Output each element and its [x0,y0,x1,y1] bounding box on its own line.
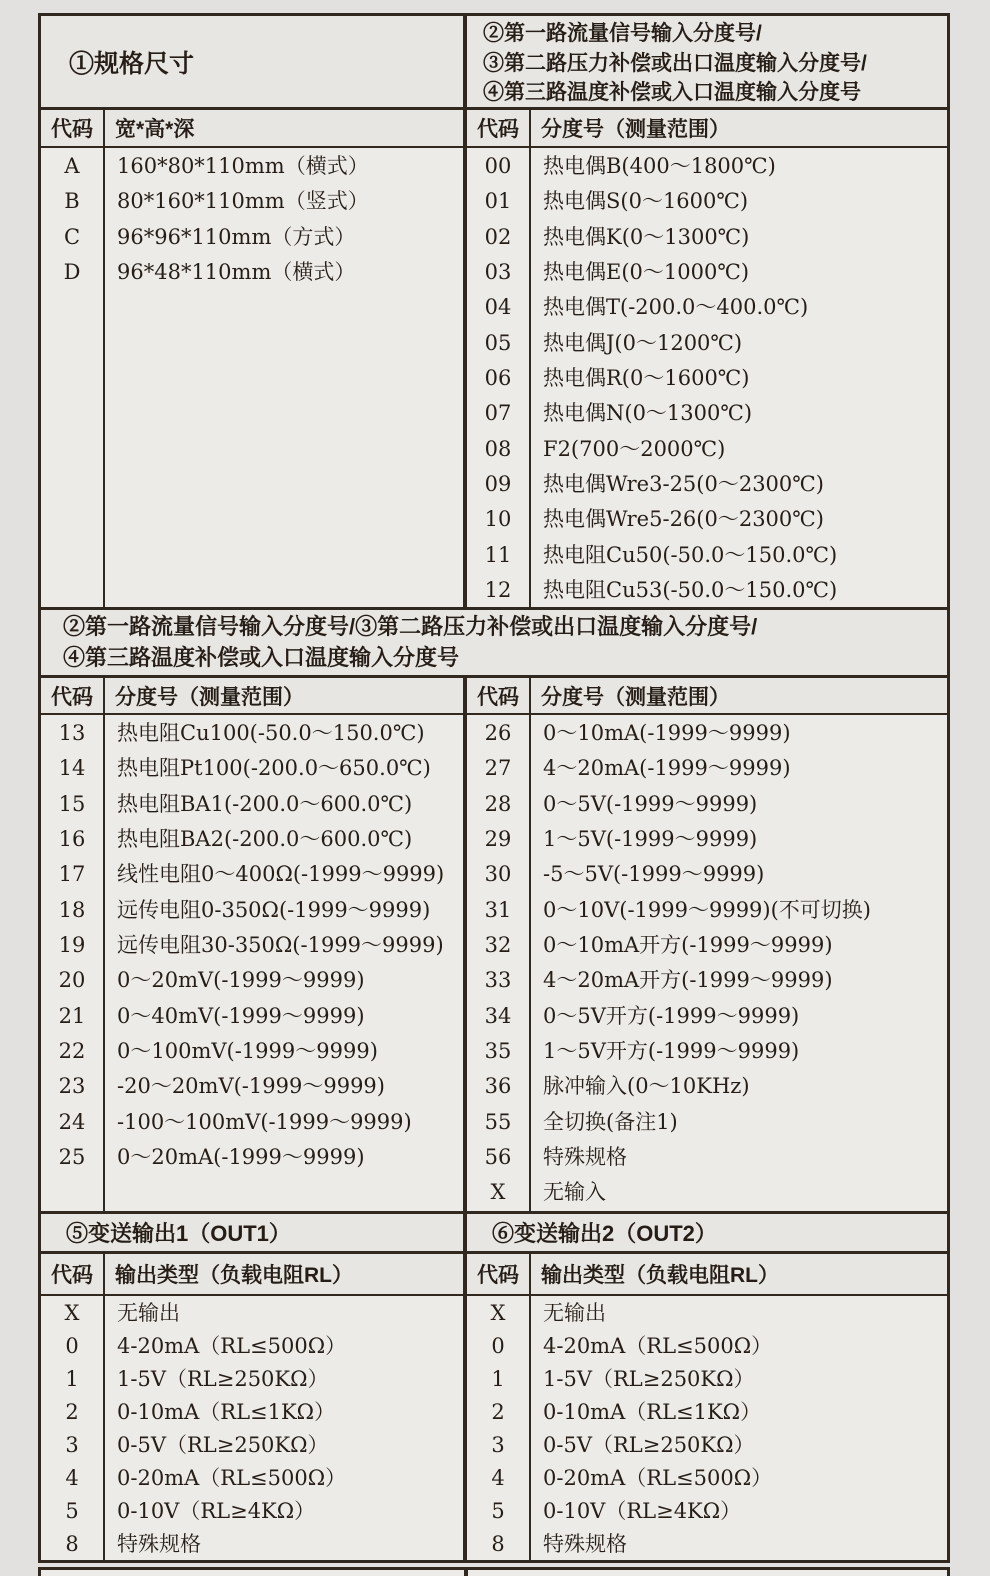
input-code: 19 [58,933,86,958]
input-code: 12 [484,578,512,603]
input-desc: 1～5V(-1999～9999) [543,827,758,852]
input-desc: 0～100mV(-1999～9999) [117,1039,378,1064]
input-code: 20 [58,968,86,993]
input-desc: 0～10mA(-1999～9999) [543,721,791,745]
input-desc: F2(700～2000℃) [543,436,726,461]
input-desc: 0～5V(-1999～9999) [543,791,758,816]
column-header-row-2 [41,678,947,715]
input-code: 10 [484,507,512,532]
input-code: 32 [484,933,512,958]
code-column-header: 代码 [467,110,531,146]
out2-desc: 4-20mA（RL≤500Ω） [543,1334,773,1358]
spec-desc: 96*96*110mm（方式） [117,224,356,249]
out1-desc: 无输出 [117,1301,180,1325]
out2-code: X [490,1301,506,1325]
input-code: 04 [484,295,512,320]
out1-code: 1 [65,1367,79,1391]
input-code: 11 [484,542,512,567]
input-desc: 0～20mV(-1999～9999) [117,968,365,993]
out2-desc: 1-5V（RL≥250KΩ） [543,1367,755,1391]
input-desc: 远传电阻30-350Ω(-1999～9999) [117,933,444,958]
selection-table [38,13,950,1563]
input-desc-column-header: 分度号（测量范围） [105,678,467,713]
input-code: 30 [484,862,512,887]
out1-code: 8 [65,1532,79,1556]
input-code: 09 [484,472,512,497]
input-desc-column-header: 分度号（测量范围） [541,118,730,141]
out2-code: 0 [491,1334,505,1358]
input-desc: 热电阻Cu53(-50.0～150.0℃) [543,578,838,603]
out1-code: 3 [65,1433,79,1457]
input-desc: 热电偶K(0～1300℃) [543,224,750,249]
input-code: 26 [484,721,512,745]
input-section-title-line: ③第二路压力补偿或出口温度输入分度号/ [483,51,867,75]
input-code: 29 [484,827,512,852]
input-desc: 热电阻BA2(-200.0～600.0℃) [117,827,413,852]
out2-desc: 无输出 [543,1301,606,1325]
input-desc: 0～10mA开方(-1999～9999) [543,933,833,958]
input-desc: 热电偶E(0～1000℃) [543,260,750,285]
section-header-band [41,16,947,110]
spec-desc: 96*48*110mm（横式） [117,260,356,285]
out2-code-column [467,1296,531,1560]
input-desc-column [531,148,947,607]
spec-desc-column [105,148,467,607]
out2-desc: 0-10mA（RL≤1KΩ） [543,1400,762,1424]
input-code: 21 [58,1003,86,1028]
input-desc: 热电阻Pt100(-200.0～650.0℃) [117,756,431,781]
input-code: 34 [484,1003,512,1028]
spec-desc: 160*80*110mm（横式） [117,154,369,178]
input-code: 00 [484,154,512,178]
out2-desc: 0-10V（RL≥4KΩ） [543,1499,742,1523]
input-code: 35 [484,1039,512,1064]
input-desc: 热电偶B(400～1800℃) [543,154,776,178]
input-code: 08 [484,436,512,461]
out2-code: 8 [491,1532,505,1556]
code-column-header: 代码 [41,110,105,146]
out1-code-column [41,1296,105,1560]
column-header-row-1 [41,110,947,148]
input-code: 23 [58,1074,86,1099]
input-code-column [467,715,531,1211]
input-code: 22 [58,1039,86,1064]
input-desc: 热电偶J(0～1200℃) [543,330,743,355]
input-desc: 0～10V(-1999～9999)(不可切换) [543,897,872,922]
code-column-header: 代码 [41,678,105,713]
input-code: 25 [58,1145,86,1170]
input-code: 18 [58,897,86,922]
spec-and-input-body [41,148,947,610]
input-code: 06 [484,366,512,391]
input-code: 28 [484,791,512,816]
code-column-header: 代码 [467,1254,531,1294]
out1-desc-column [105,1296,467,1560]
input-desc: 热电偶T(-200.0～400.0℃) [543,295,809,320]
input-desc: 热电偶N(0～1300℃) [543,401,753,426]
input-code: 55 [484,1109,512,1134]
spec-code: A [64,154,80,178]
input-section-title [467,16,947,107]
out1-code: 4 [65,1466,79,1490]
spec-code: D [63,260,81,285]
input-code: 16 [58,827,86,852]
input-code: 02 [484,224,512,249]
input-code: 56 [484,1145,512,1170]
input-desc: 热电偶S(0～1600℃) [543,189,749,214]
out1-code: 2 [65,1400,79,1424]
input-code: 24 [58,1109,86,1134]
input-desc-column-header: 分度号（测量范围） [541,685,730,709]
input-code: 33 [484,968,512,993]
next-section-divider [464,1570,468,1576]
out1-code: 5 [65,1499,79,1523]
next-section-partial [38,1567,950,1576]
code-column-header: 代码 [467,678,531,713]
input-section-band-line: ②第一路流量信号输入分度号/③第二路压力补偿或出口温度输入分度号/ [63,614,758,639]
input-code: 15 [58,791,86,816]
input-body [41,715,947,1214]
out2-code: 4 [491,1466,505,1490]
input-desc: -20～20mV(-1999～9999) [117,1074,385,1099]
input-desc: 热电偶R(0～1600℃) [543,366,750,391]
input-code: 36 [484,1074,512,1099]
spec-code: C [63,224,81,249]
spec-code: B [64,189,80,214]
column-header-row-3 [41,1254,947,1296]
out2-code: 2 [491,1400,505,1424]
spec-code-column [41,148,105,607]
input-desc: 4～20mA开方(-1999～9999) [543,968,833,993]
input-desc: 热电阻Cu50(-50.0～150.0℃) [543,542,838,567]
out2-code: 5 [491,1499,505,1523]
input-desc: 线性电阻0～400Ω(-1999～9999) [117,862,445,887]
input-desc: 热电阻Cu100(-50.0～150.0℃) [117,721,425,745]
input-desc: -100～100mV(-1999～9999) [117,1109,412,1134]
input-section-title-line: ④第三路温度补偿或入口温度输入分度号 [483,81,861,104]
out2-desc-column [531,1296,947,1560]
input-desc: 热电偶Wre3-25(0～2300℃) [543,472,824,497]
out1-desc: 特殊规格 [117,1532,201,1556]
input-code: 31 [484,897,512,922]
out1-desc: 0-5V（RL≥250KΩ） [117,1433,329,1457]
out2-desc: 特殊规格 [543,1532,627,1556]
input-code: 14 [58,756,86,781]
input-code: 01 [484,189,512,214]
input-desc: 热电阻BA1(-200.0～600.0℃) [117,791,413,816]
out1-desc: 1-5V（RL≥250KΩ） [117,1367,329,1391]
output-desc-column-header: 输出类型（负载电阻RL） [541,1264,779,1287]
input-desc: 热电偶Wre5-26(0～2300℃) [543,507,824,532]
input-section-band [41,610,947,678]
out1-desc: 0-10mA（RL≤1KΩ） [117,1400,336,1424]
input-desc-column [531,715,947,1211]
input-code: X [490,1180,506,1205]
out2-code: 3 [491,1433,505,1457]
input-desc: 无输入 [543,1180,606,1205]
input-code: 05 [484,330,512,355]
input-desc: 脉冲输入(0～10KHz) [543,1074,750,1099]
input-desc: -5～5V(-1999～9999) [543,862,765,887]
input-desc: 0～40mV(-1999～9999) [117,1003,365,1028]
input-section-title-line: ②第一路流量信号输入分度号/ [483,22,762,45]
input-code: 13 [58,721,86,745]
out2-desc: 0-20mA（RL≤500Ω） [543,1466,773,1490]
out2-section-title: ⑥变送输出2（OUT2） [492,1221,717,1246]
input-code-column [467,148,531,607]
input-section-band-line: ④第三路温度补偿或入口温度输入分度号 [63,644,460,670]
input-desc: 特殊规格 [543,1145,627,1170]
input-code: 17 [58,862,86,887]
output-body [41,1296,947,1560]
spec-desc: 80*160*110mm（竖式） [117,189,369,214]
input-desc: 1～5V开方(-1999～9999) [543,1039,800,1064]
output-desc-column-header: 输出类型（负载电阻RL） [105,1254,467,1294]
input-desc-column [105,715,467,1211]
out1-desc: 0-10V（RL≥4KΩ） [117,1499,316,1523]
output-section-band [41,1214,947,1254]
input-desc: 0～20mA(-1999～9999) [117,1145,365,1170]
out1-section-title: ⑤变送输出1（OUT1） [41,1214,467,1251]
out1-desc: 4-20mA（RL≤500Ω） [117,1334,347,1358]
spec-desc-column-header: 宽*高*深 [105,110,467,146]
code-column-header: 代码 [41,1254,105,1294]
input-code: 07 [484,401,512,426]
out1-desc: 0-20mA（RL≤500Ω） [117,1466,347,1490]
input-desc: 全切换(备注1) [543,1109,678,1134]
input-desc: 4～20mA(-1999～9999) [543,756,791,781]
input-code: 03 [484,260,512,285]
input-code-column [41,715,105,1211]
input-code: 27 [484,756,512,781]
out1-code: X [64,1301,80,1325]
out2-code: 1 [491,1367,505,1391]
input-desc: 远传电阻0-350Ω(-1999～9999) [117,897,431,922]
input-desc: 0～5V开方(-1999～9999) [543,1003,800,1028]
out1-code: 0 [65,1334,79,1358]
out2-desc: 0-5V（RL≥250KΩ） [543,1433,755,1457]
spec-section-title: ①规格尺寸 [41,16,467,107]
